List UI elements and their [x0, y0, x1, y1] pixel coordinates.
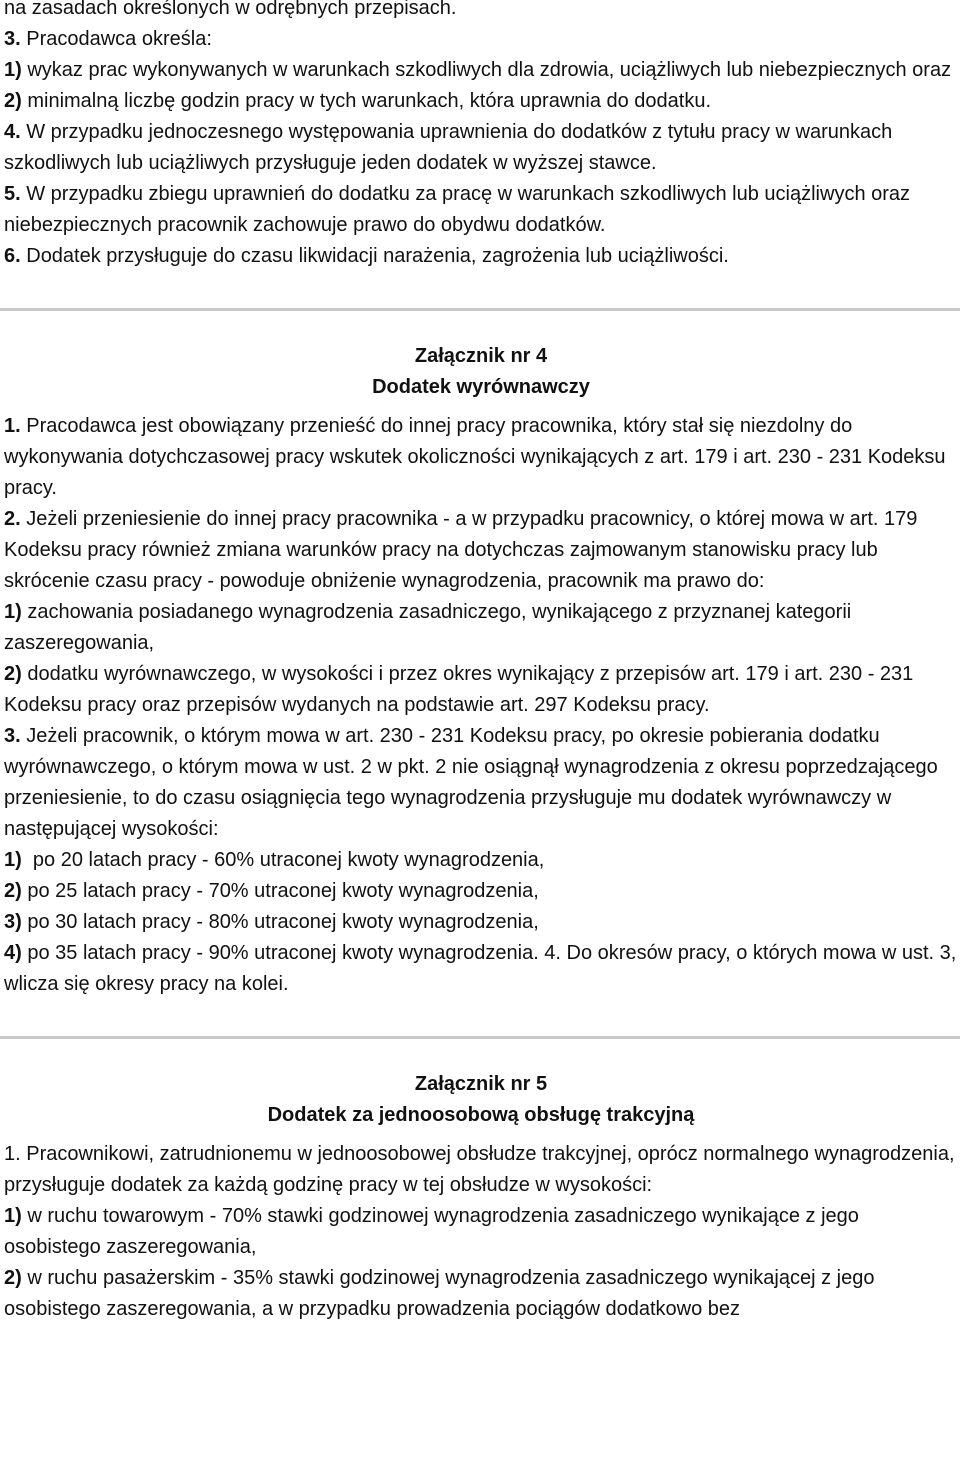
list-item-number: 4) [4, 942, 22, 964]
list-item-text: wykaz prac wykonywanych w warunkach szkodliwych dla zdrowia, uciążliwych lub niebezpiecznych oraz [21, 59, 952, 81]
paragraph-number: 2. [4, 508, 21, 530]
list-item-text: po 25 latach pracy - 70% utraconej kwoty wynagrodzenia, [21, 880, 539, 902]
list-item [4, 1201, 958, 1263]
section-divider [0, 1036, 960, 1039]
list-item-text: po 35 latach pracy - 90% utraconej kwoty wynagrodzenia. 4. Do okresów pracy, o których mowa w ust. 3, wlicza się okresy pracy na kolei. [4, 942, 957, 995]
list-item-text: dodatku wyrównawczego, w wysokości i przez okres wynikający z przepisów art. 179 i art. 230 - 231 Kodeksu pracy oraz przepisów wydanych na podstawie art. 297 Kodeksu pracy. [4, 663, 914, 716]
list-item [4, 907, 958, 938]
paragraph-number: 3. [4, 28, 21, 50]
paragraph-text: Dodatek przysługuje do czasu likwidacji narażenia, zagrożenia lub uciążliwości. [20, 245, 729, 267]
paragraph-number: 6. [4, 245, 21, 267]
list-item-text: zachowania posiadanego wynagrodzenia zasadniczego, wynikającego z przyznanej kategorii zaszeregowania, [4, 601, 852, 654]
annex-subtitle: Dodatek wyrównawczy [372, 376, 590, 398]
paragraph-number: 5. [4, 183, 21, 205]
paragraph [4, 721, 958, 845]
annex-title: Załącznik nr 5 [414, 1073, 548, 1095]
list-item [4, 86, 958, 117]
paragraph-text: Pracodawca określa: [20, 28, 212, 50]
paragraph-number: 1. [4, 415, 21, 437]
document-page [4, 0, 958, 1325]
list-item-number: 1) [4, 849, 22, 871]
list-item-number: 1) [4, 601, 22, 623]
paragraph-number: 3. [4, 725, 21, 747]
list-item [4, 876, 958, 907]
paragraph [4, 117, 958, 179]
list-item-number: 3) [4, 911, 22, 933]
paragraph-text: na zasadach określonych w odrębnych przepisach. [4, 0, 457, 19]
list-item-number: 2) [4, 880, 22, 902]
section-previous-annex [4, 0, 958, 272]
section-divider [0, 308, 960, 311]
list-item-text: po 30 latach pracy - 80% utraconej kwoty wynagrodzenia, [21, 911, 539, 933]
list-item-text: po 20 latach pracy - 60% utraconej kwoty wynagrodzenia, [21, 849, 545, 871]
paragraph-text: Pracodawca jest obowiązany przenieść do innej pracy pracownika, który stał się niezdolny do wykonywania dotychczasowej pracy wskutek okoliczności wynikających z art. 179 i art. 230 - 231 Kodeksu pracy. [4, 415, 946, 499]
paragraph [4, 1139, 958, 1201]
list-item-text: w ruchu towarowym - 70% stawki godzinowej wynagrodzenia zasadniczego wynikające z jego osobistego zaszeregowania, [4, 1205, 859, 1258]
paragraph-text: Jeżeli pracownik, o którym mowa w art. 230 - 231 Kodeksu pracy, po okresie pobierania dodatku wyrównawczego, o którym mowa w ust. 2 w pkt. 2 nie osiągnął wynagrodzenia z okresu poprzedzającego przeniesienie, to do czasu osiągnięcia tego wynagrodzenia przysługuje mu dodatek wyrównawczy w następującej wysokości: [4, 725, 938, 840]
list-item [4, 845, 958, 876]
paragraph-text: W przypadku jednoczesnego występowania uprawnienia do dodatków z tytułu pracy w warunkach szkodliwych lub uciążliwych przysługuje jeden dodatek w wyższej stawce. [4, 121, 893, 174]
annex-title: Załącznik nr 4 [414, 345, 548, 367]
paragraph-text: Jeżeli przeniesienie do innej pracy pracownika - a w przypadku pracownicy, o której mowa w art. 179 Kodeksu pracy również zmiana warunków pracy na dotychczas zajmowanym stanowisku pracy lub skrócenie czasu pracy - powoduje obniżenie wynagrodzenia, pracownik ma prawo do: [4, 508, 918, 592]
list-item-text: minimalną liczbę godzin pracy w tych warunkach, która uprawnia do dodatku. [21, 90, 712, 112]
list-item-number: 1) [4, 1205, 22, 1227]
list-item-number: 2) [4, 90, 22, 112]
paragraph-text: W przypadku zbiegu uprawnień do dodatku za pracę w warunkach szkodliwych lub uciążliwych oraz niebezpiecznych pracownik zachowuje prawo do obydwu dodatków. [4, 183, 911, 236]
paragraph [4, 241, 958, 272]
paragraph [4, 0, 958, 24]
list-item [4, 1263, 958, 1325]
annex-4 [4, 341, 958, 1000]
paragraph [4, 24, 958, 55]
paragraph [4, 411, 958, 504]
list-item-number: 2) [4, 1267, 22, 1289]
paragraph-number: 4. [4, 121, 21, 143]
paragraph-number: 1. [4, 1143, 21, 1165]
annex-subtitle: Dodatek za jednoosobową obsługę trakcyjną [267, 1104, 695, 1126]
list-item-text: w ruchu pasażerskim - 35% stawki godzinowej wynagrodzenia zasadniczego wynikającej z jego osobistego zaszeregowania, a w przypadku prowadzenia pociągów dodatkowo bez [4, 1267, 875, 1320]
paragraph [4, 504, 958, 597]
list-item [4, 597, 958, 659]
list-item [4, 659, 958, 721]
list-item-number: 1) [4, 59, 22, 81]
paragraph [4, 179, 958, 241]
annex-5 [4, 1069, 958, 1325]
list-item [4, 55, 958, 86]
list-item [4, 938, 958, 1000]
list-item-number: 2) [4, 663, 22, 685]
paragraph-text: Pracownikowi, zatrudnionemu w jednoosobowej obsłudze trakcyjnej, oprócz normalnego wynagrodzenia, przysługuje dodatek za każdą godzinę pracy w tej obsłudze w wysokości: [4, 1143, 955, 1196]
